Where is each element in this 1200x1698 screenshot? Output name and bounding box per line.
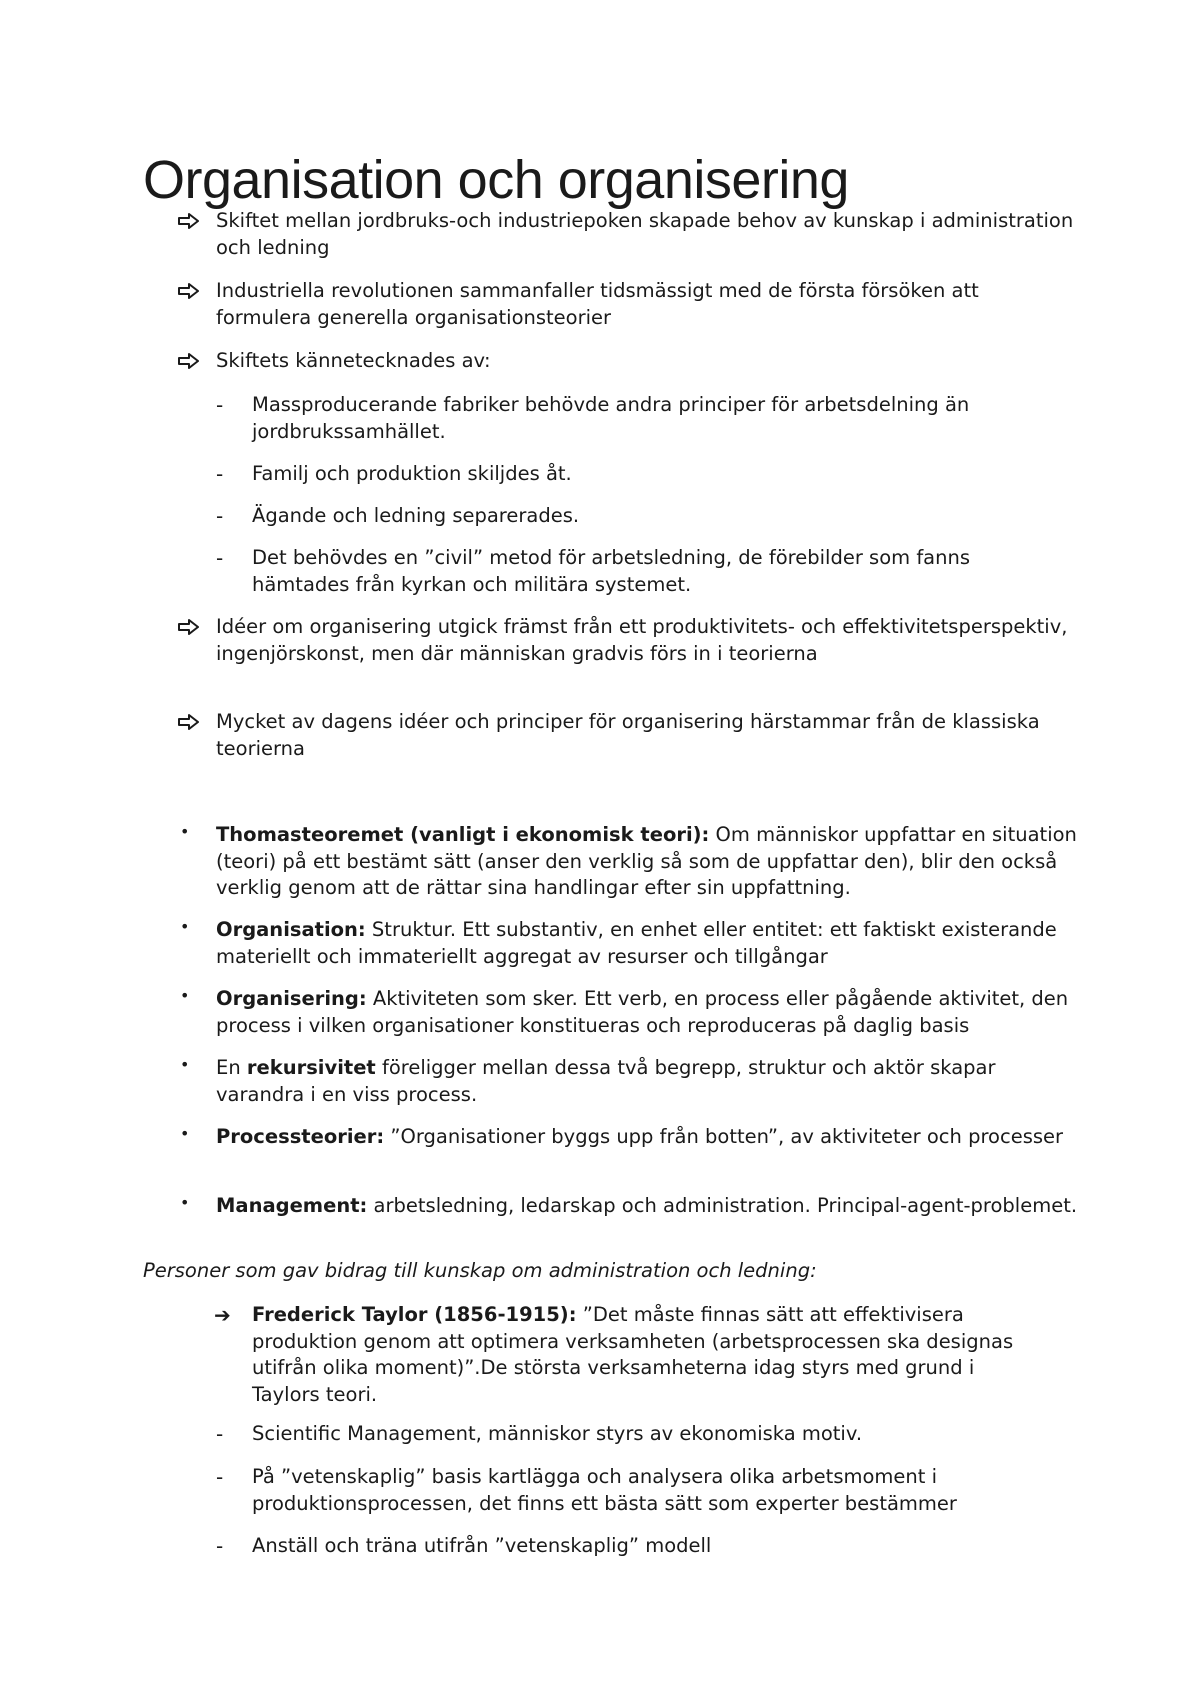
list-item-text: På ”vetenskaplig” basis kartlägga och analysera olika arbetsmoment i produktionsprocessen, det finns ett bästa sätt som experter bestämmer [252,1465,957,1515]
prefix: En [216,1056,247,1079]
bullet-marker: • [180,1055,190,1074]
list-item-text [252,1302,1042,1408]
term: Thomasteoremet (vanligt i ekonomisk teori): [216,823,710,846]
list-item-text [216,1124,1086,1151]
list-item-text [216,1193,1086,1220]
list-item-text: Skiftets kännetecknades av: [216,349,491,372]
list-item [0,1464,1200,1533]
list-item [0,392,1200,461]
bullet-marker: • [180,1193,190,1212]
dash-marker: - [216,1422,224,1446]
bullet-marker: • [180,986,190,1005]
list-item-text: Ägande och ledning separerades. [252,504,580,527]
term: Management: [216,1194,368,1217]
dash-list-2 [0,1421,1200,1563]
bullet-marker: • [180,917,190,936]
term: Organisation: [216,918,366,941]
list-item-text: Industriella revolutionen sammanfaller tidsmässigt med de första försöken att formulera generella organisationsteorier [216,279,979,329]
dash-marker: - [216,1534,224,1558]
persons-heading: Personer som gav bidrag till kunskap om administration och ledning: [143,1259,817,1282]
arrow-list-1 [0,208,1200,390]
list-item [0,1302,1200,1421]
list-item-text [216,822,1086,902]
list-item [0,986,1200,1055]
list-item [0,709,1200,779]
term: Processteorier: [216,1125,385,1148]
list-item [0,348,1200,390]
dash-list-1 [0,392,1200,614]
list-item-text: Mycket av dagens idéer och principer för organisering härstammar från de klassiska teorierna [216,710,1040,760]
list-item [0,545,1200,614]
dash-marker: - [216,1465,224,1489]
list-item [0,822,1200,917]
right-arrow-icon: ➔ [214,1303,231,1327]
list-item [0,1421,1200,1464]
list-item [0,1533,1200,1563]
definition: ”Det måste finnas sätt att effektivisera produktion genom att optimera verksamheten (arbetsprocessen ska designas utifrån olika moment)”.De största verksamheterna idag styrs med grund i Taylors teori. [252,1303,1014,1406]
list-item [0,614,1200,709]
list-item-text: Idéer om organisering utgick främst från ett produktivitets- och effektivitetsperspektiv, ingenjörskonst, men där människan gradvis förs in i teorierna [216,615,1068,665]
list-item-text [216,986,1086,1039]
dash-marker: - [216,462,224,486]
hollow-arrow-icon [178,348,200,369]
list-item [0,1193,1200,1262]
list-item [0,461,1200,503]
page-title: Organisation och organisering [143,150,849,210]
definition: ”Organisationer byggs upp från botten”, av aktiviteter och processer [384,1125,1064,1148]
definition: arbetsledning, ledarskap och administration. Principal-agent-problemet. [367,1194,1078,1217]
term: rekursivitet [246,1056,376,1079]
list-item [0,917,1200,986]
definition: Om människor uppfattar en situation (teori) på ett bestämt sätt (anser den verklig så som de uppfattar den), blir den också verklig genom att de rättar sina handlingar efter sin uppfattning. [216,823,1077,899]
list-item-text: Scientific Management, människor styrs av ekonomiska motiv. [252,1422,863,1445]
list-item-text: Det behövdes en ”civil” metod för arbetsledning, de förebilder som fanns hämtades från kyrkan och militära systemet. [252,546,971,596]
hollow-arrow-icon [178,709,200,730]
definition: föreligger mellan dessa två begrepp, struktur och aktör skapar varandra i en viss process. [216,1056,996,1106]
taylor-block [0,1302,1200,1421]
bullet-marker: • [180,1124,190,1143]
definition: Struktur. Ett substantiv, en enhet eller entitet: ett faktiskt existerande materiellt och immateriellt aggregat av resurser och tillgångar [216,918,1057,968]
list-item-text: Massproducerande fabriker behövde andra principer för arbetsdelning än jordbrukssamhället. [252,393,970,443]
definition-list [0,822,1200,1262]
arrow-list-2 [0,614,1200,779]
list-item [0,1124,1200,1193]
term: Frederick Taylor (1856-1915): [252,1303,577,1326]
list-item-text [216,1055,1086,1108]
list-item-text: Familj och produktion skiljdes åt. [252,462,572,485]
hollow-arrow-icon [178,208,200,229]
list-item-text [216,917,1086,970]
definition: Aktiviteten som sker. Ett verb, en process eller pågående aktivitet, den process i vilken organisationer konstitueras och reproduceras på daglig basis [216,987,1069,1037]
list-item [0,208,1200,278]
bullet-marker: • [180,822,190,841]
hollow-arrow-icon [178,614,200,635]
list-item [0,503,1200,545]
list-item [0,278,1200,348]
term: Organisering: [216,987,367,1010]
list-item [0,1055,1200,1124]
dash-marker: - [216,504,224,528]
dash-marker: - [216,546,224,570]
list-item-text: Skiftet mellan jordbruks-och industriepoken skapade behov av kunskap i administration och ledning [216,209,1074,259]
hollow-arrow-icon [178,278,200,299]
dash-marker: - [216,393,224,417]
list-item-text: Anställ och träna utifrån ”vetenskaplig” modell [252,1534,712,1557]
